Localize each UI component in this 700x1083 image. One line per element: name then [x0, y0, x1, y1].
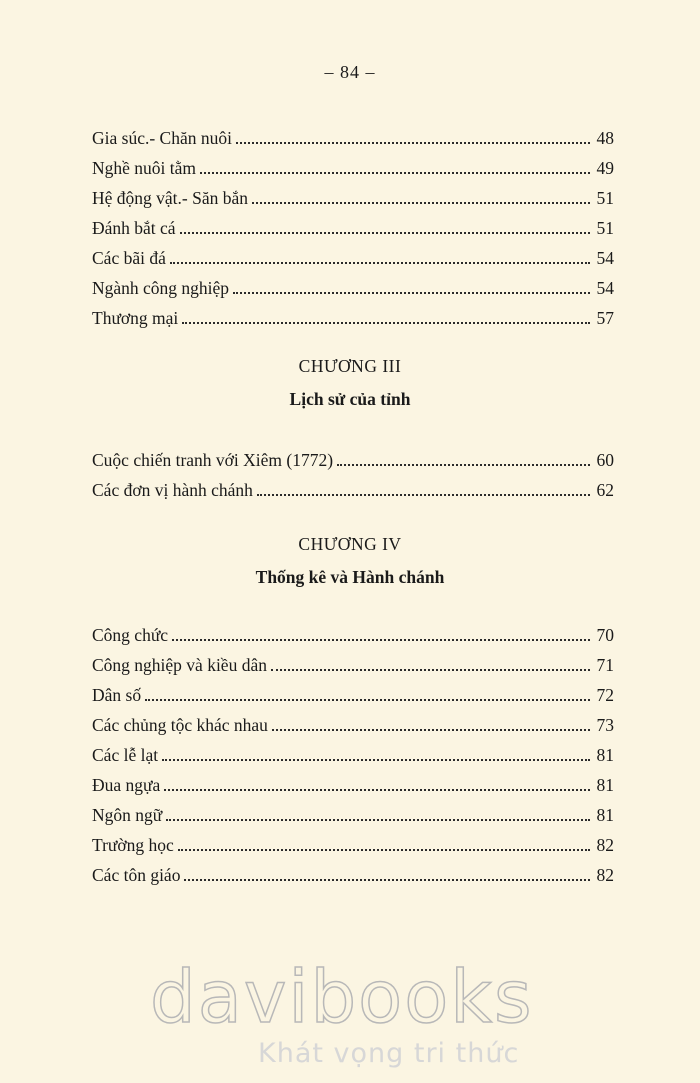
- dot-leader: [272, 728, 590, 731]
- toc-entry-label: Các chủng tộc khác nhau: [92, 715, 268, 735]
- toc-entry: [92, 470, 614, 500]
- toc-entry: [92, 855, 614, 885]
- toc-entry-page: 48: [596, 128, 614, 148]
- toc-entry: [92, 148, 614, 178]
- toc-entry: [92, 440, 614, 470]
- dot-leader: [172, 638, 590, 641]
- toc-entry-label: Gia súc.- Chăn nuôi: [92, 128, 232, 148]
- toc-entry-label: Các đơn vị hành chánh: [92, 480, 253, 500]
- dot-leader: [145, 698, 590, 701]
- watermark-logo: davibooks: [150, 955, 534, 1039]
- toc-entry: [92, 178, 614, 208]
- dot-leader: [337, 463, 590, 466]
- dot-leader: [170, 261, 590, 264]
- toc-entry-page: 62: [596, 480, 614, 500]
- toc-entry: [92, 208, 614, 238]
- toc-entry: [92, 825, 614, 855]
- toc-entry-label: Dân số: [92, 685, 142, 705]
- toc-entry-label: Các lễ lạt: [92, 745, 159, 765]
- toc-entry-page: 49: [596, 158, 614, 178]
- toc-entry-page: 54: [596, 278, 614, 298]
- toc-entry-label: Ngành công nghiệp: [92, 278, 230, 298]
- dot-leader: [180, 231, 590, 234]
- chapter-3-heading: [0, 356, 700, 410]
- toc-entry-label: Trường học: [92, 835, 174, 855]
- toc-entry-page: 81: [596, 805, 614, 825]
- toc-entry-label: Ngôn ngữ: [92, 805, 163, 825]
- watermark-slogan: Khát vọng tri thức: [258, 1038, 520, 1069]
- dot-leader: [200, 171, 590, 174]
- toc-entry: [92, 238, 614, 268]
- dot-leader: [164, 788, 590, 791]
- dot-leader: [236, 141, 590, 144]
- page-number: – 84 –: [324, 62, 376, 82]
- toc-entry: [92, 735, 614, 765]
- toc-entry-label: Các tôn giáo: [92, 865, 181, 885]
- chapter-number: CHƯƠNG IV: [298, 534, 402, 554]
- toc-entry-page: 51: [596, 218, 614, 238]
- toc-entry: [92, 765, 614, 795]
- toc-entry-label: Thương mại: [92, 308, 179, 328]
- toc-entry: [92, 795, 614, 825]
- toc-entry: [92, 268, 614, 298]
- toc-entry: [92, 118, 614, 148]
- toc-entry-page: 82: [596, 835, 614, 855]
- chapter-number: CHƯƠNG III: [298, 356, 402, 376]
- dot-leader: [271, 668, 590, 671]
- toc-entry-label: Các bãi đá: [92, 248, 166, 268]
- toc-entry-page: 51: [596, 188, 614, 208]
- dot-leader: [233, 291, 590, 294]
- dot-leader: [184, 878, 590, 881]
- toc-entry-label: Nghề nuôi tằm: [92, 158, 197, 178]
- toc-entry-page: 81: [596, 745, 614, 765]
- toc-entry-label: Hệ động vật.- Săn bắn: [92, 188, 249, 208]
- toc-entry-page: 54: [596, 248, 614, 268]
- toc-entry: [92, 705, 614, 735]
- toc-entry-label: Công chức: [92, 625, 169, 645]
- toc-entry-page: 71: [596, 655, 614, 675]
- dot-leader: [178, 848, 590, 851]
- dot-leader: [182, 321, 590, 324]
- toc-section-3: [92, 615, 614, 885]
- toc-entry-page: 73: [596, 715, 614, 735]
- toc-section-2: [92, 440, 614, 500]
- toc-entry-label: Cuộc chiến tranh với Xiêm (1772): [92, 450, 334, 470]
- dot-leader: [166, 818, 590, 821]
- toc-entry-page: 72: [596, 685, 614, 705]
- chapter-title: Thống kê và Hành chánh: [255, 567, 445, 587]
- toc-entry: [92, 645, 614, 675]
- dot-leader: [252, 201, 590, 204]
- toc-entry: [92, 615, 614, 645]
- toc-section-1: [92, 118, 614, 328]
- toc-entry-page: 82: [596, 865, 614, 885]
- chapter-4-heading: [0, 534, 700, 588]
- toc-entry-page: 81: [596, 775, 614, 795]
- dot-leader: [257, 493, 590, 496]
- toc-entry-label: Công nghiệp và kiều dân: [92, 655, 267, 675]
- chapter-title: Lịch sử của tỉnh: [289, 389, 411, 409]
- toc-entry-label: Đua ngựa: [92, 775, 161, 795]
- dot-leader: [162, 758, 590, 761]
- toc-entry-page: 70: [596, 625, 614, 645]
- toc-entry: [92, 298, 614, 328]
- toc-entry: [92, 675, 614, 705]
- toc-entry-page: 60: [596, 450, 614, 470]
- toc-entry-page: 57: [596, 308, 614, 328]
- toc-entry-label: Đánh bắt cá: [92, 218, 176, 238]
